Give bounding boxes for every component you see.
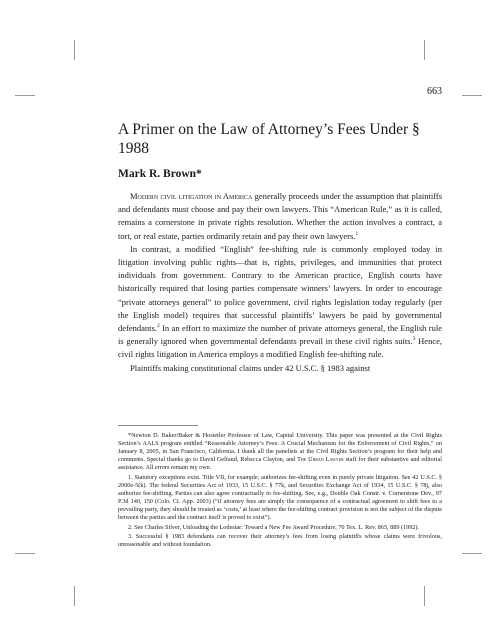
footnote-star-text-b: staff for their substantive and editorial assistance. All errors remain my own. [118,456,443,472]
article-body [118,190,442,375]
article-title: A Primer on the Law of Attorney’s Fees Under § 1988 [118,121,420,157]
footnotes [118,432,442,549]
footnote-2: 2. See Charles Silver, Unloading the Lodestar: Toward a New Fee Award Procedure, 70 Tex. L. Rev. 865, 889 (1992). [128,523,420,531]
footnote-ref-2[interactable]: 2 [156,323,160,330]
crop-mark-right-lower [462,553,482,554]
paragraph-2-text-b: In an effort to maximize the number of private attorneys general, the English rule is generally ignored when governmental defendants prevail in these civil rights suits. [118,323,442,347]
footnote-ref-1[interactable]: 1 [355,230,359,237]
footnote-ref-3[interactable]: 3 [412,336,416,343]
crop-mark-bottom-right [424,586,425,606]
footnote-1: 1. Statutory exceptions exist. Title VII, for example, authorizes fee-shifting even in purely private litigation. See 42 U.S.C. § 2000e-5(k). The federal Securities Act of 1933, 15 U.S.C. § 77k, and Securities Exchange Act of 1934, 15 U.S.C. § 78j, also authorize fee-shifting. Parties can also agree contractually to fee-shifting. See, e.g., Double Oak Constr. v. Cornerstone Dev., 97 P.3d 140, 150 (Colo. Ct. App. 2003) (“if attorney fees are simply the consequence of a contractual agreement to shift fees to a prevailing party, they should be treated as ‘costs,’ at least where the fee-shifting contract provision is not the subject of the dispute between the parties and the contract itself is proved to exist”). [118,473,442,521]
paragraph-3: Plaintiffs making constitutional claims under 42 U.S.C. § 1983 against [130,362,371,373]
paragraph-2-text-a: In contrast, a modified “English” fee-shifting rule is commonly employed today in litigation involving public rights—that is, rights, privileges, and immunities that protect individuals from government. Contrary to the American practice, English courts have historically required that losing parties compensate winners’ lawyers. In order to encourage “private attorneys general” to police government, civil rights legislation today regularly (per the English model) requires that successful plaintiffs’ lawyers be paid by governmental defendants. [118,243,442,334]
footnote-star [118,432,442,472]
paragraph-1 [118,190,442,243]
footnote-divider [118,425,198,426]
author-name: Mark R. Brown* [118,168,202,180]
crop-mark-right-upper [462,95,482,96]
lead-in-smallcaps: Modern civil litigation in America [130,191,253,201]
crop-mark-bottom-left [74,586,75,606]
page-number: 663 [427,86,442,97]
crop-mark-left-upper [15,95,35,96]
footnote-star-text-a: *Newton D. Baker/Baker & Hostetler Professor of Law, Capital University. This paper was presented at the Civil Rights Section’s AALS program entitled “Reasonable Attorney’s Fees: A Crucial Mechanism for the Enforcement of Civil Rights,” on January 8, 2005, in San Francisco, California. I thank all the panelists at the Civil Rights Section’s program for their help and comments. Special thanks go to David Gelfand, Rebecca Clayton, and [118,432,442,464]
paragraph-2 [118,243,442,362]
footnote-3: 3. Successful § 1983 defendants can recover their attorney’s fees from losing plaintiffs whose claims were frivolous, unreasonable and without foundation. [118,533,442,549]
crop-mark-left-lower [15,553,35,554]
paragraph-1-text: generally proceeds under the assumption that plaintiffs and defendants must choose and pay their own lawyers. This “American Rule,” as it is called, remains a cornerstone in private rights resolution. Whether the action involves a contract, a tort, or real estate, parties ordinarily retain and pay their own lawyers. [118,191,442,241]
crop-mark-top-left [74,40,75,60]
footnote-star-journal: The Urban Lawyer [297,456,344,464]
paragraph-2-text-c: Hence, civil rights litigation in America employs a modified English fee-shifting rule. [118,336,442,360]
crop-mark-top-right [424,40,425,60]
